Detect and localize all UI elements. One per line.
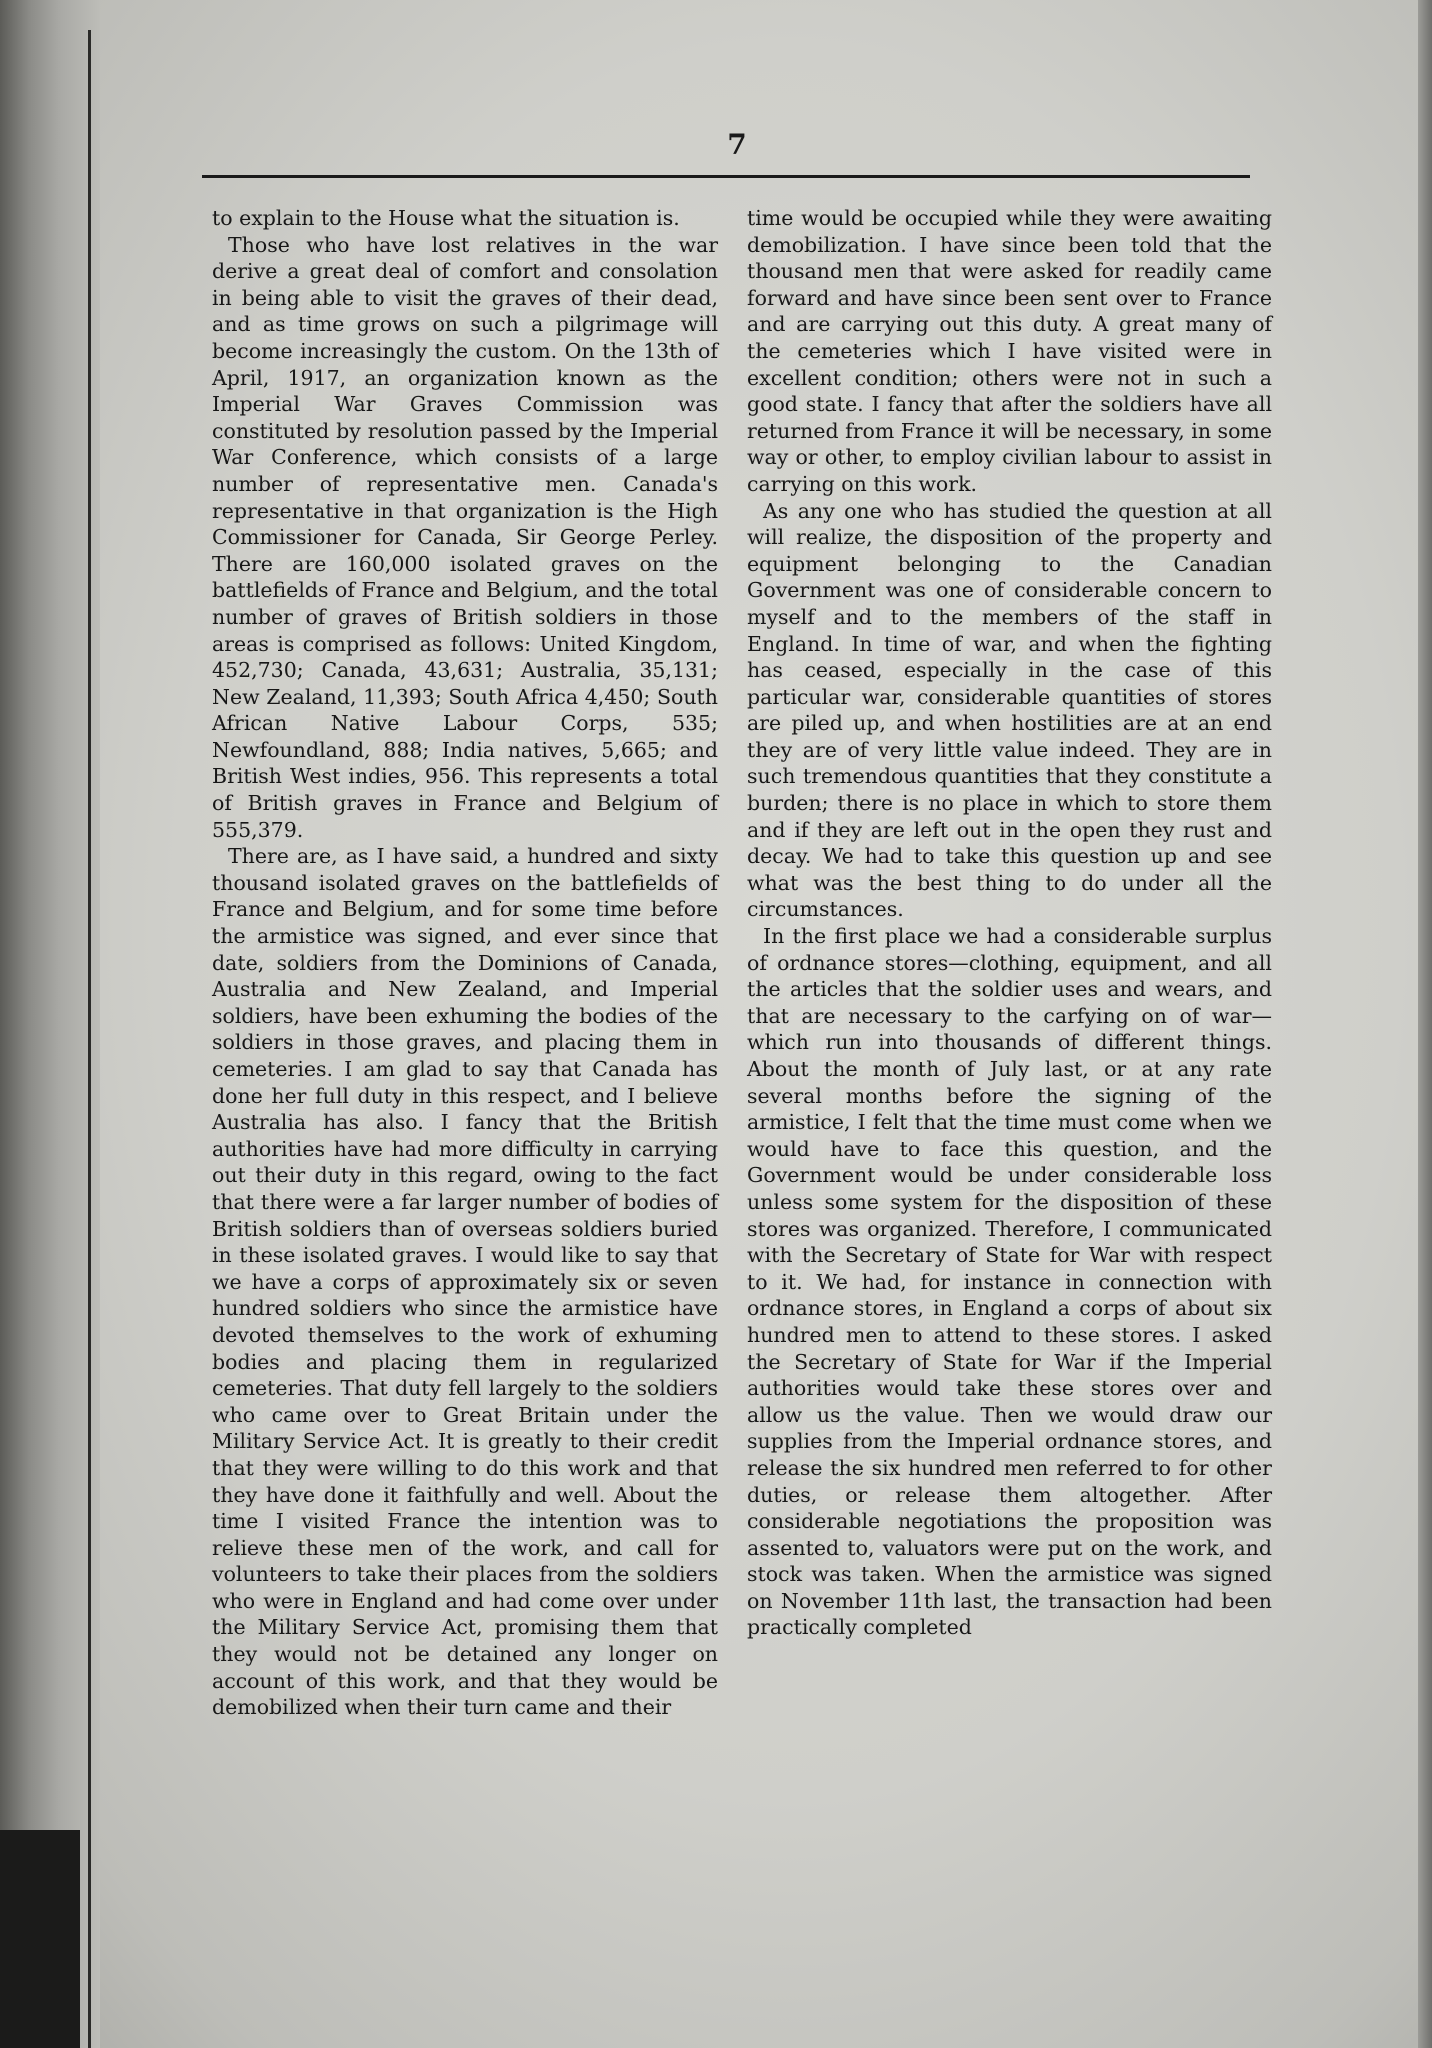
- paragraph: time would be occupied while they were awaiting demobilization. I have since been told that the thousand men that were asked for readily came forward and have since been sent over to France and are carrying out this duty. A great many of the cemeteries which I have visited were in excellent condition; others were not in such a good state. I fancy that after the soldiers have all returned from France it will be necessary, in some way or other, to employ civilian labour to assist in carrying on this work.: [747, 206, 1272, 496]
- header-rule: [202, 175, 1250, 178]
- paragraph: There are, as I have said, a hundred and sixty thousand isolated graves on the battlefields of France and Belgium, and for some time before the armistice was signed, and ever since that date, soldiers from the Dominions of Canada, Australia and New Zealand, and Imperial soldiers, have been exhuming the bodies of the soldiers in those graves, and placing them in cemeteries. I am glad to say that Canada has done her full duty in this respect, and I believe Australia has also. I fancy that the British authorities have had more difficulty in carrying out their duty in this regard, owing to the fact that there were a far larger number of bodies of British soldiers than of overseas soldiers buried in these isolated graves. I would like to say that we have a corps of approximately six or seven hundred soldiers who since the armistice have devoted themselves to the work of exhuming bodies and placing them in regularized cemeteries. That duty fell largely to the soldiers who came over to Great Britain under the Military Service Act. It is greatly to their credit that they were willing to do this work and that they have done it faithfully and well. About the time I visited France the intention was to relieve these men of the work, and call for volunteers to take their places from the soldiers who were in England and had come over under the Military Service Act, promising them that they would not be detained any longer on account of this work, and that they would be demobilized when their turn came and their: [212, 844, 718, 1720]
- page-edge: [1418, 0, 1432, 2048]
- left-text-column: [212, 205, 718, 1721]
- binding-crease: [88, 30, 91, 2048]
- paragraph: Those who have lost relatives in the war derive a great deal of comfort and consolation in being able to visit the graves of their dead, and as time grows on such a pilgrimage will become increasingly the custom. On the 13th of April, 1917, an organization known as the Imperial War Graves Commission was constituted by resolution passed by the Imperial War Conference, which consists of a large number of representative men. Canada's representative in that organization is the High Commissioner for Canada, Sir George Perley. There are 160,000 isolated graves on the battlefields of France and Belgium, and the total number of graves of British soldiers in those areas is comprised as follows: United Kingdom, 452,730; Canada, 43,631; Australia, 35,131; New Zealand, 11,393; South Africa 4,450; South African Native Labour Corps, 535; Newfoundland, 888; India natives, 5,665; and British West indies, 956. This represents a total of British graves in France and Belgium of 555,379.: [212, 232, 718, 842]
- binding-shadow: [0, 1830, 80, 2048]
- paragraph: As any one who has studied the question at all will realize, the disposition of the property and equipment belonging to the Canadian Government was one of considerable concern to myself and to the members of the staff in England. In time of war, and when the fighting has ceased, especially in the case of this particular war, considerable quantities of stores are piled up, and when hostilities are at an end they are of very little value indeed. They are in such tremendous quantities that they constitute a burden; there is no place in which to store them and if they are left out in the open they rust and decay. We had to take this question up and see what was the best thing to do under all the circumstances.: [747, 498, 1272, 922]
- right-text-column: [747, 205, 1272, 1641]
- paragraph: In the first place we had a considerable surplus of ordnance stores—clothing, equipment, and all the articles that the soldier uses and wears, and that are necessary to the carfying on of war—which run into thousands of different things. About the month of July last, or at any rate several months before the signing of the armistice, I felt that the time must come when we would have to face this question, and the Government would be under considerable loss unless some system for the disposition of these stores was organized. Therefore, I communicated with the Secretary of State for War with respect to it. We had, for instance in connection with ordnance stores, in England a corps of about six hundred men to attend to these stores. I asked the Secretary of State for War if the Imperial authorities would take these stores over and allow us the value. Then we would draw our supplies from the Imperial ordnance stores, and release the six hundred men referred to for other duties, or release them altogether. After considerable negotiations the proposition was assented to, valuators were put on the work, and stock was taken. When the armistice was signed on November 11th last, the transaction had been practically completed: [747, 924, 1272, 1640]
- page-number: 7: [727, 128, 747, 161]
- paragraph: to explain to the House what the situation is.: [212, 206, 680, 230]
- book-gutter: [0, 0, 100, 2048]
